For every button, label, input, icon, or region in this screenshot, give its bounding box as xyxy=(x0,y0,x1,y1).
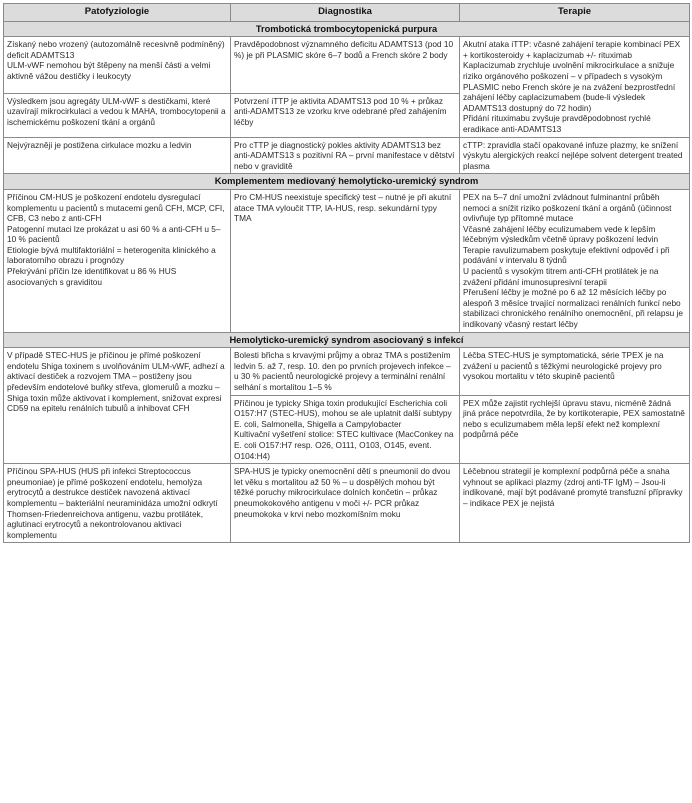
pathophysiology-cell: Příčinou SPA-HUS (HUS při infekci Streptococcus pneumoniae) je přímé poškození endotelu, hemolýza erytrocytů a destrukce destiček navozená aktivací komplementu – bakteriální neuraminidáza umožní odkrytí Thomsen-Friedenreichova antigenu, vazbu protilátek, aglutinaci erytrocytů a nekontrolovanou aktivaci komplementu xyxy=(4,464,231,543)
therapy-cell: PEX může zajistit rychlejší úpravu stavu, nicméně žádná jiná práce nepotvrdila, že by kortikoterapie, PEX samostatně nebo s eculizumabem měla lepší efekt než komplexní podpůrná péče xyxy=(460,395,690,464)
diagnostics-cell: Potvrzení iTTP je aktivita ADAMTS13 pod 10 % + průkaz anti-ADAMTS13 ze vzorku krve odebrané před zahájením léčby xyxy=(231,93,460,137)
pathophysiology-cell: V případě STEC-HUS je příčinou je přímé poškození endotelu Shiga toxinem s uvolňováním ULM-vWF, adhezí a aktivací destiček a rozvojem TMA – postiženy jsou především endotelové buňky střeva, glomerulů a mozku – Shiga toxin může aktivovat i komplement, snižovat expresi CD59 na epitelu renálních tubulů a inhibovat CFH xyxy=(4,348,231,464)
table-row xyxy=(4,348,690,395)
diagnostics-cell: Pravděpodobnost významného deficitu ADAMTS13 (pod 10 %) je při PLASMIC skóre 6–7 bodů a French skóre 2 body xyxy=(231,37,460,93)
pathophysiology-cell: Příčinou CM-HUS je poškození endotelu dysregulací komplementu u pacientů s mutacemi genů CFH, MCP, CFI, CFB, C3 nebo z anti-CFH Patogenní mutaci lze prokázat u asi 60 % a anti-CFH u 5–10 % pacientů Etiologie bývá multifaktoriální = heterogenita klinického a laboratorního obrazu i prognózy Překrývání příčin lze identifikovat u 86 % HUS asociovaných s graviditou xyxy=(4,189,231,332)
header-row xyxy=(4,4,690,22)
diagnostics-cell: Pro cTTP je diagnostický pokles aktivity ADAMTS13 bez anti-ADAMTS13 s pozitivní RA – první manifestace v dětství nebo v graviditě xyxy=(231,137,460,174)
section-row-cm-hus xyxy=(4,174,690,190)
section-title: Hemolyticko-uremický syndrom asociovaný s infekcí xyxy=(4,332,690,348)
section-row-ia-hus xyxy=(4,332,690,348)
pathophysiology-cell: Výsledkem jsou agregáty ULM-vWF s destičkami, které uzavírají mikrocirkulaci a vedou k MAHA, trombocytopenii a ischemickému poškození tkání a orgánů xyxy=(4,93,231,137)
section-title: Trombotická trombocytopenická purpura xyxy=(4,21,690,37)
therapy-cell: PEX na 5–7 dní umožní zvládnout fulminantní průběh nemoci a snížit riziko poškození tkání a orgánů (účinnost ovlivňuje typ přítomné mutace Včasné zahájení léčby eculizumabem vede k lepším léčebným výsledkům včetně úpravy poškození ledvin Terapie ravulizumabem poskytuje efektivní odpověď i při podávání v intervalu 8 týdnů U pacientů s vysokým titrem anti-CFH protilátek je na zvážení přidání imunosupresivní terapii Přerušení léčby je možné po 6 až 12 měsících léčby po alespoň 3 měsíce trvající normalizaci renálních funkcí nebo stabilizaci chronického renálního onemocnění, při relapsu je indikovaný včasný restart léčby xyxy=(460,189,690,332)
comparison-table xyxy=(3,3,690,543)
therapy-cell: Akutní ataka iTTP: včasné zahájení terapie kombinací PEX + kortikosteroidy + kaplacizumab +/- rituximab Kaplacizumab zrychluje uvolnění mikrocirkulace a snižuje riziko orgánového poškození – v případech s vysokým PLASMIC nebo French skóre je na zvážení bezprostřední zahájení léčby caplacizumabem (bude-li výsledek ADAMTS13 dostupný do 72 hodin) Přidání rituximabu zvyšuje pravděpodobnost rychlé eradikace anti-ADAMTS13 xyxy=(460,37,690,137)
therapy-cell: Léčebnou strategií je komplexní podpůrná péče a snaha vyhnout se aplikaci plazmy (zdroj anti-TF IgM) – Jsou-li indikované, mají být podávané promyté transfuzní přípravky – indikace PEX je nejistá xyxy=(460,464,690,543)
diagnostics-cell: Pro CM-HUS neexistuje specifický test – nutné je při akutní atace TMA vyloučit TTP, IA-HUS, resp. sekundární typy TMA xyxy=(231,189,460,332)
diagnostics-cell: Příčinou je typicky Shiga toxin produkující Escherichia coli O157:H7 (STEC-HUS), mohou se ale uplatnit další subtypy E. coli, Salmonella, Shigella a Campylobacter Kultivační vyšetření stolice: STEC kultivace (MacConkey na E. coli O157:H7 resp. O26, O111, O103, O145, event. O104:H4) xyxy=(231,395,460,464)
therapy-cell: Léčba STEC-HUS je symptomatická, série TPEX je na zvážení u pacientů s těžkými neurologické projevy pro vysokou mortalitu v této skupině pacientů xyxy=(460,348,690,395)
section-row-ttp xyxy=(4,21,690,37)
table-row xyxy=(4,464,690,543)
table-row xyxy=(4,137,690,174)
pathophysiology-cell: Získaný nebo vrozený (autozomálně recesivně podmíněný) deficit ADAMTS13 ULM-vWF nemohou být štěpeny na menší části a velmi aktivně vážou destičky i leukocyty xyxy=(4,37,231,93)
pathophysiology-cell: Nejvýrazněji je postižena cirkulace mozku a ledvin xyxy=(4,137,231,174)
column-header-pathophysiology: Patofyziologie xyxy=(4,4,231,22)
column-header-diagnostics: Diagnostika xyxy=(231,4,460,22)
therapy-cell: cTTP: zpravidla stačí opakované infuze plazmy, ke snížení výskytu alergických reakcí nejlépe solvent detergent treated plasma xyxy=(460,137,690,174)
table-row xyxy=(4,37,690,93)
diagnostics-cell: SPA-HUS je typicky onemocnění dětí s pneumonií do dvou let věku s mortalitou až 50 % – u dospělých mohou být těžké poruchy mikrocirkulace dolních končetin – průkaz pneumokokového antigenu v moči +/- PCR průkaz pneumokoka v krvi nebo mozkomíšním moku xyxy=(231,464,460,543)
diagnostics-cell: Bolesti břicha s krvavými průjmy a obraz TMA s postižením ledvin 5. až 7, resp. 10. den po prvních projevech infekce – u 30 % pacientů neurologické projevy a terminální renální selhání s mortalitou 1–5 % xyxy=(231,348,460,395)
table-row xyxy=(4,189,690,332)
column-header-therapy: Terapie xyxy=(460,4,690,22)
section-title: Komplementem mediovaný hemolyticko-uremický syndrom xyxy=(4,174,690,190)
